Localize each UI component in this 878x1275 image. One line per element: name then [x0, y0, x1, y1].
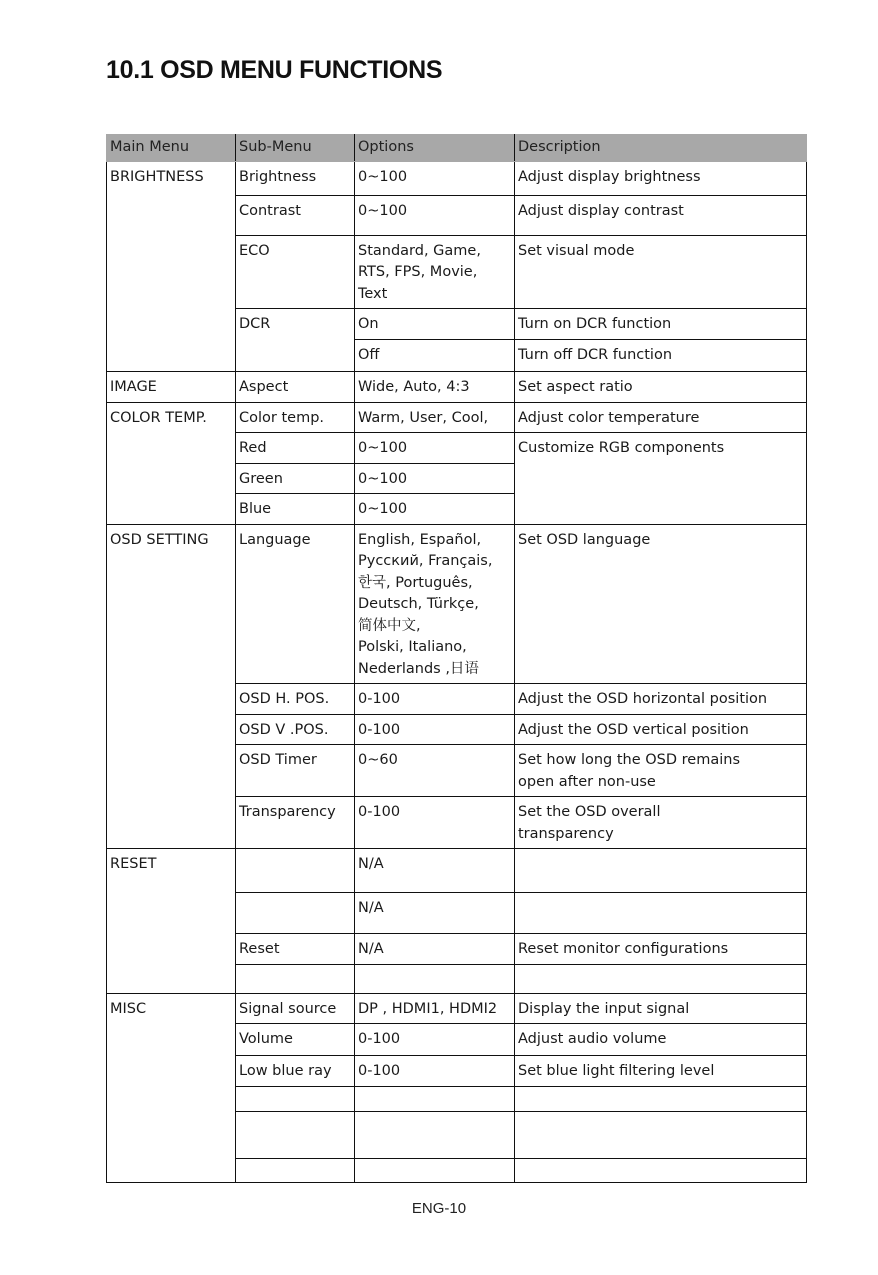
options-cell: 0~60 — [355, 745, 515, 797]
options-cell — [355, 964, 515, 993]
sub-menu-cell — [236, 893, 355, 934]
sub-menu-cell: OSD Timer — [236, 745, 355, 797]
main-menu-color-temp: COLOR TEMP. — [107, 402, 236, 524]
description-cell: Turn on DCR function — [515, 309, 807, 340]
description-cell: Set blue light filtering level — [515, 1056, 807, 1087]
table-row — [107, 402, 807, 433]
description-cell — [515, 893, 807, 934]
sub-menu-cell: DCR — [236, 309, 355, 372]
sub-menu-cell: OSD V .POS. — [236, 714, 355, 745]
sub-menu-cell: Low blue ray — [236, 1056, 355, 1087]
sub-menu-cell: Aspect — [236, 372, 355, 403]
sub-menu-cell — [236, 1111, 355, 1158]
header-options: Options — [355, 135, 515, 162]
description-cell — [515, 1158, 807, 1182]
description-cell: Adjust display brightness — [515, 161, 807, 195]
description-cell: Set visual mode — [515, 235, 807, 309]
sub-menu-cell: Contrast — [236, 195, 355, 235]
options-cell: 0~100 — [355, 195, 515, 235]
table-row — [107, 849, 807, 893]
table-header-row — [107, 135, 807, 162]
header-main-menu: Main Menu — [107, 135, 236, 162]
options-cell: 0-100 — [355, 797, 515, 849]
page-title: 10.1 OSD MENU FUNCTIONS — [106, 56, 443, 84]
options-cell — [355, 1086, 515, 1111]
options-cell-languages: English, Español, Русский, Français, 한국, Português, Deutsch, Türkçe, 简体中文, Polski, Italiano, Nederlands ,日语 — [355, 524, 515, 684]
sub-menu-cell: Brightness — [236, 161, 355, 195]
description-cell: Customize RGB components — [515, 433, 807, 525]
sub-menu-cell — [236, 1158, 355, 1182]
sub-menu-cell — [236, 849, 355, 893]
description-cell — [515, 964, 807, 993]
options-cell: 0-100 — [355, 684, 515, 715]
options-cell: DP , HDMI1, HDMI2 — [355, 993, 515, 1024]
description-cell — [515, 1111, 807, 1158]
sub-menu-cell: Red — [236, 433, 355, 464]
table-row — [107, 993, 807, 1024]
sub-menu-cell: OSD H. POS. — [236, 684, 355, 715]
description-cell: Set how long the OSD remains open after non-use — [515, 745, 807, 797]
description-cell: Turn off DCR function — [515, 340, 807, 372]
sub-menu-cell — [236, 1086, 355, 1111]
osd-menu-table — [106, 134, 807, 1183]
sub-menu-cell: Reset — [236, 934, 355, 965]
table-row — [107, 524, 807, 684]
main-menu-image: IMAGE — [107, 372, 236, 403]
sub-menu-cell: Transparency — [236, 797, 355, 849]
options-cell: 0-100 — [355, 1024, 515, 1056]
description-cell: Display the input signal — [515, 993, 807, 1024]
sub-menu-cell: Signal source — [236, 993, 355, 1024]
options-cell: 0-100 — [355, 1056, 515, 1087]
options-cell: Wide, Auto, 4:3 — [355, 372, 515, 403]
options-cell: Warm, User, Cool, — [355, 402, 515, 433]
sub-menu-cell — [236, 964, 355, 993]
table-row — [107, 161, 807, 195]
sub-menu-cell: Blue — [236, 494, 355, 525]
options-cell — [355, 1111, 515, 1158]
description-cell: Set aspect ratio — [515, 372, 807, 403]
description-cell: Adjust audio volume — [515, 1024, 807, 1056]
description-cell: Adjust the OSD horizontal position — [515, 684, 807, 715]
main-menu-osd-setting: OSD SETTING — [107, 524, 236, 849]
sub-menu-cell: Language — [236, 524, 355, 684]
options-cell: Off — [355, 340, 515, 372]
options-cell: 0~100 — [355, 433, 515, 464]
sub-menu-cell: Green — [236, 463, 355, 494]
description-cell — [515, 1086, 807, 1111]
description-cell: Adjust the OSD vertical position — [515, 714, 807, 745]
description-cell — [515, 849, 807, 893]
main-menu-reset: RESET — [107, 849, 236, 994]
description-cell: Adjust color temperature — [515, 402, 807, 433]
options-cell: N/A — [355, 934, 515, 965]
options-cell: 0~100 — [355, 161, 515, 195]
sub-menu-cell: Color temp. — [236, 402, 355, 433]
page-number: ENG-10 — [411, 1200, 467, 1217]
description-cell: Set the OSD overall transparency — [515, 797, 807, 849]
description-cell: Set OSD language — [515, 524, 807, 684]
sub-menu-cell: Volume — [236, 1024, 355, 1056]
sub-menu-cell: ECO — [236, 235, 355, 309]
options-cell: 0~100 — [355, 494, 515, 525]
options-cell: N/A — [355, 893, 515, 934]
table-row — [107, 372, 807, 403]
options-cell: N/A — [355, 849, 515, 893]
description-cell: Reset monitor configurations — [515, 934, 807, 965]
main-menu-brightness: BRIGHTNESS — [107, 161, 236, 372]
options-cell: 0~100 — [355, 463, 515, 494]
options-cell: Standard, Game, RTS, FPS, Movie, Text — [355, 235, 515, 309]
main-menu-misc: MISC — [107, 993, 236, 1182]
options-cell: 0-100 — [355, 714, 515, 745]
options-cell — [355, 1158, 515, 1182]
header-description: Description — [515, 135, 807, 162]
description-cell: Adjust display contrast — [515, 195, 807, 235]
options-cell: On — [355, 309, 515, 340]
header-sub-menu: Sub-Menu — [236, 135, 355, 162]
